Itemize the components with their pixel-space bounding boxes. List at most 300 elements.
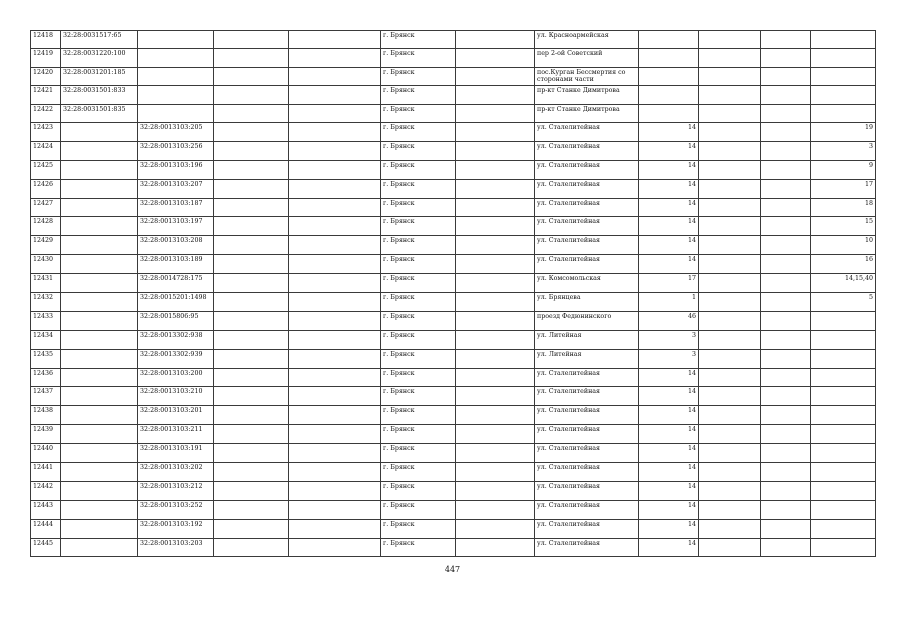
city-cell: г. Брянск [381,67,456,85]
cadastral-number-alt-cell: 32:28:0013103:192 [138,519,214,538]
empty-cell [456,462,535,481]
cadastral-number-alt-cell: 32:28:0015806:95 [138,311,214,330]
house-number-cell: 14 [639,500,699,519]
empty-cell [456,349,535,368]
city-cell: г. Брянск [381,141,456,160]
table-row [31,236,876,255]
empty-cell [761,425,811,444]
street-cell: ул. Сталелитейная [535,236,639,255]
empty-cell [456,49,535,67]
apartment-number-cell: 18 [811,198,876,217]
empty-cell [761,160,811,179]
street-cell: ул. Сталелитейная [535,387,639,406]
empty-cell [761,274,811,293]
cadastral-number-cell [61,311,138,330]
house-number-cell: 14 [639,462,699,481]
row-number-cell: 12444 [31,519,61,538]
street-cell: ул. Сталелитейная [535,462,639,481]
street-cell: пр-кт Станке Димитрова [535,86,639,104]
apartment-number-cell [811,481,876,500]
empty-cell [289,160,381,179]
city-cell: г. Брянск [381,425,456,444]
empty-cell [699,425,761,444]
cadastral-number-cell [61,406,138,425]
street-cell: ул. Литейная [535,330,639,349]
table-row [31,274,876,293]
empty-cell [214,330,289,349]
empty-cell [699,104,761,122]
table-row [31,217,876,236]
row-number-cell: 12422 [31,104,61,122]
table-row [31,86,876,104]
empty-cell [289,274,381,293]
house-number-cell: 3 [639,330,699,349]
empty-cell [214,104,289,122]
empty-cell [456,387,535,406]
cadastral-number-cell [61,292,138,311]
empty-cell [761,330,811,349]
empty-cell [289,255,381,274]
street-cell: ул. Сталелитейная [535,198,639,217]
empty-cell [214,481,289,500]
empty-cell [214,274,289,293]
table-row [31,122,876,141]
city-cell: г. Брянск [381,406,456,425]
empty-cell [699,519,761,538]
cadastral-number-alt-cell: 32:28:0013103:210 [138,387,214,406]
cadastral-number-alt-cell: 32:28:0013103:201 [138,406,214,425]
empty-cell [456,67,535,85]
table-row [31,330,876,349]
city-cell: г. Брянск [381,122,456,141]
row-number-cell: 12429 [31,236,61,255]
city-cell: г. Брянск [381,538,456,557]
city-cell: г. Брянск [381,444,456,463]
cadastral-number-cell [61,500,138,519]
apartment-number-cell: 17 [811,179,876,198]
table-row [31,49,876,67]
cadastral-number-cell [61,179,138,198]
row-number-cell: 12437 [31,387,61,406]
house-number-cell [639,67,699,85]
street-cell: ул. Сталелитейная [535,519,639,538]
empty-cell [214,179,289,198]
table-row [31,255,876,274]
apartment-number-cell [811,104,876,122]
empty-cell [289,198,381,217]
empty-cell [456,104,535,122]
table-row [31,425,876,444]
house-number-cell: 14 [639,160,699,179]
empty-cell [761,311,811,330]
house-number-cell: 14 [639,387,699,406]
empty-cell [214,292,289,311]
empty-cell [289,236,381,255]
empty-cell [699,67,761,85]
city-cell: г. Брянск [381,274,456,293]
empty-cell [699,274,761,293]
empty-cell [456,538,535,557]
house-number-cell: 14 [639,255,699,274]
row-number-cell: 12432 [31,292,61,311]
apartment-number-cell [811,368,876,387]
empty-cell [214,462,289,481]
row-number-cell: 12441 [31,462,61,481]
street-cell: ул. Сталелитейная [535,368,639,387]
apartment-number-cell [811,406,876,425]
table-row [31,179,876,198]
empty-cell [289,122,381,141]
apartment-number-cell: 9 [811,160,876,179]
house-number-cell: 14 [639,179,699,198]
empty-cell [289,387,381,406]
empty-cell [456,141,535,160]
empty-cell [289,425,381,444]
empty-cell [214,444,289,463]
cadastral-number-alt-cell [138,104,214,122]
city-cell: г. Брянск [381,86,456,104]
empty-cell [456,31,535,49]
empty-cell [214,86,289,104]
cadastral-number-cell [61,368,138,387]
row-number-cell: 12440 [31,444,61,463]
empty-cell [289,462,381,481]
empty-cell [456,122,535,141]
street-cell: пер 2-ой Советский [535,49,639,67]
table-row [31,104,876,122]
cadastral-number-alt-cell: 32:28:0013103:207 [138,179,214,198]
table-row [31,519,876,538]
empty-cell [699,31,761,49]
row-number-cell: 12424 [31,141,61,160]
street-cell: ул. Красноармейская [535,31,639,49]
empty-cell [289,217,381,236]
empty-cell [761,349,811,368]
cadastral-number-cell: 32:28:0031501:835 [61,104,138,122]
empty-cell [699,481,761,500]
empty-cell [289,519,381,538]
empty-cell [761,141,811,160]
cadastral-number-alt-cell: 32:28:0013302:938 [138,330,214,349]
table-row [31,311,876,330]
table-row [31,538,876,557]
row-number-cell: 12418 [31,31,61,49]
house-number-cell: 14 [639,481,699,500]
cadastral-number-alt-cell: 32:28:0013103:200 [138,368,214,387]
street-cell: ул. Сталелитейная [535,122,639,141]
apartment-number-cell [811,387,876,406]
apartment-number-cell: 16 [811,255,876,274]
empty-cell [214,160,289,179]
empty-cell [699,198,761,217]
empty-cell [699,179,761,198]
cadastral-number-cell: 32:28:0031201:185 [61,67,138,85]
table-row [31,387,876,406]
city-cell: г. Брянск [381,519,456,538]
row-number-cell: 12434 [31,330,61,349]
row-number-cell: 12425 [31,160,61,179]
register-table [30,30,876,557]
city-cell: г. Брянск [381,255,456,274]
table-row [31,67,876,85]
cadastral-number-cell: 32:28:0031501:833 [61,86,138,104]
empty-cell [456,179,535,198]
empty-cell [456,519,535,538]
cadastral-number-alt-cell: 32:28:0015201:1498 [138,292,214,311]
city-cell: г. Брянск [381,349,456,368]
street-cell: ул. Брянцева [535,292,639,311]
cadastral-number-cell [61,122,138,141]
row-number-cell: 12427 [31,198,61,217]
street-cell: ул. Сталелитейная [535,538,639,557]
empty-cell [761,500,811,519]
house-number-cell: 14 [639,122,699,141]
row-number-cell: 12423 [31,122,61,141]
cadastral-number-cell [61,255,138,274]
cadastral-number-alt-cell: 32:28:0013103:197 [138,217,214,236]
apartment-number-cell [811,86,876,104]
house-number-cell [639,49,699,67]
apartment-number-cell [811,330,876,349]
empty-cell [214,368,289,387]
cadastral-number-cell [61,198,138,217]
empty-cell [761,49,811,67]
empty-cell [699,255,761,274]
cadastral-number-alt-cell: 32:28:0013103:202 [138,462,214,481]
house-number-cell: 14 [639,236,699,255]
empty-cell [699,122,761,141]
cadastral-number-alt-cell: 32:28:0013103:211 [138,425,214,444]
cadastral-number-alt-cell: 32:28:0013103:196 [138,160,214,179]
street-cell: ул. Сталелитейная [535,217,639,236]
row-number-cell: 12420 [31,67,61,85]
empty-cell [289,31,381,49]
table-row [31,349,876,368]
apartment-number-cell [811,444,876,463]
empty-cell [289,481,381,500]
empty-cell [289,349,381,368]
apartment-number-cell [811,462,876,481]
street-cell: ул. Сталелитейная [535,406,639,425]
house-number-cell: 46 [639,311,699,330]
apartment-number-cell [811,500,876,519]
house-number-cell: 17 [639,274,699,293]
city-cell: г. Брянск [381,500,456,519]
empty-cell [456,160,535,179]
street-cell: пр-кт Станке Димитрова [535,104,639,122]
empty-cell [699,160,761,179]
empty-cell [289,330,381,349]
street-cell: ул. Сталелитейная [535,179,639,198]
row-number-cell: 12445 [31,538,61,557]
table-row [31,160,876,179]
empty-cell [699,236,761,255]
empty-cell [761,198,811,217]
empty-cell [761,444,811,463]
street-cell: пос.Курган Бессмертия со сторонами части [535,67,639,85]
table-row [31,500,876,519]
apartment-number-cell: 19 [811,122,876,141]
empty-cell [699,217,761,236]
street-cell: ул. Сталелитейная [535,444,639,463]
table-row [31,368,876,387]
cadastral-number-alt-cell: 32:28:0013103:191 [138,444,214,463]
empty-cell [214,217,289,236]
city-cell: г. Брянск [381,31,456,49]
apartment-number-cell: 3 [811,141,876,160]
empty-cell [456,330,535,349]
empty-cell [699,292,761,311]
empty-cell [214,141,289,160]
empty-cell [761,538,811,557]
cadastral-number-alt-cell: 32:28:0013103:212 [138,481,214,500]
apartment-number-cell [811,425,876,444]
city-cell: г. Брянск [381,104,456,122]
empty-cell [761,462,811,481]
empty-cell [456,86,535,104]
street-cell: проезд Федюнинского [535,311,639,330]
empty-cell [289,368,381,387]
empty-cell [761,519,811,538]
city-cell: г. Брянск [381,387,456,406]
city-cell: г. Брянск [381,236,456,255]
empty-cell [699,500,761,519]
row-number-cell: 12438 [31,406,61,425]
house-number-cell: 1 [639,292,699,311]
empty-cell [761,255,811,274]
empty-cell [456,444,535,463]
row-number-cell: 12435 [31,349,61,368]
street-cell: ул. Литейная [535,349,639,368]
cadastral-number-cell [61,519,138,538]
cadastral-number-cell [61,236,138,255]
city-cell: г. Брянск [381,179,456,198]
empty-cell [214,31,289,49]
apartment-number-cell [811,49,876,67]
street-cell: ул. Сталелитейная [535,425,639,444]
empty-cell [456,406,535,425]
cadastral-number-cell [61,274,138,293]
empty-cell [761,31,811,49]
house-number-cell: 14 [639,141,699,160]
street-cell: ул. Сталелитейная [535,500,639,519]
empty-cell [761,104,811,122]
row-number-cell: 12442 [31,481,61,500]
empty-cell [456,198,535,217]
house-number-cell [639,104,699,122]
cadastral-number-alt-cell: 32:28:0013103:205 [138,122,214,141]
empty-cell [699,49,761,67]
empty-cell [699,387,761,406]
empty-cell [214,67,289,85]
empty-cell [456,500,535,519]
city-cell: г. Брянск [381,368,456,387]
empty-cell [699,406,761,425]
empty-cell [289,104,381,122]
table-row [31,292,876,311]
cadastral-number-cell: 32:28:0031220:100 [61,49,138,67]
house-number-cell [639,86,699,104]
empty-cell [699,311,761,330]
cadastral-number-alt-cell: 32:28:0013103:256 [138,141,214,160]
empty-cell [456,311,535,330]
empty-cell [289,292,381,311]
street-cell: ул. Сталелитейная [535,141,639,160]
row-number-cell: 12421 [31,86,61,104]
empty-cell [699,141,761,160]
apartment-number-cell [811,31,876,49]
city-cell: г. Брянск [381,160,456,179]
table-row [31,141,876,160]
house-number-cell: 14 [639,406,699,425]
city-cell: г. Брянск [381,330,456,349]
city-cell: г. Брянск [381,481,456,500]
cadastral-number-cell [61,538,138,557]
apartment-number-cell: 5 [811,292,876,311]
street-cell: ул. Сталелитейная [535,160,639,179]
cadastral-number-alt-cell: 32:28:0013103:208 [138,236,214,255]
empty-cell [761,406,811,425]
cadastral-number-cell [61,425,138,444]
house-number-cell [639,31,699,49]
cadastral-number-alt-cell [138,67,214,85]
empty-cell [761,481,811,500]
empty-cell [456,255,535,274]
city-cell: г. Брянск [381,292,456,311]
cadastral-number-alt-cell: 32:28:0013103:189 [138,255,214,274]
empty-cell [214,198,289,217]
empty-cell [761,387,811,406]
street-cell: ул. Сталелитейная [535,481,639,500]
city-cell: г. Брянск [381,49,456,67]
table-row [31,198,876,217]
empty-cell [761,86,811,104]
cadastral-number-alt-cell: 32:28:0013103:203 [138,538,214,557]
empty-cell [214,500,289,519]
empty-cell [699,444,761,463]
apartment-number-cell [811,349,876,368]
empty-cell [214,538,289,557]
apartment-number-cell [811,538,876,557]
empty-cell [456,292,535,311]
cadastral-number-cell [61,160,138,179]
table-row [31,444,876,463]
row-number-cell: 12426 [31,179,61,198]
empty-cell [456,425,535,444]
empty-cell [289,86,381,104]
row-number-cell: 12439 [31,425,61,444]
empty-cell [761,122,811,141]
apartment-number-cell: 14,15,40 [811,274,876,293]
empty-cell [699,349,761,368]
empty-cell [456,217,535,236]
house-number-cell: 14 [639,368,699,387]
cadastral-number-cell [61,481,138,500]
street-cell: ул. Сталелитейная [535,255,639,274]
table-row [31,462,876,481]
empty-cell [699,368,761,387]
empty-cell [761,236,811,255]
empty-cell [289,406,381,425]
row-number-cell: 12433 [31,311,61,330]
empty-cell [456,481,535,500]
empty-cell [456,274,535,293]
table-row [31,406,876,425]
cadastral-number-alt-cell [138,49,214,67]
house-number-cell: 14 [639,538,699,557]
house-number-cell: 14 [639,519,699,538]
city-cell: г. Брянск [381,198,456,217]
